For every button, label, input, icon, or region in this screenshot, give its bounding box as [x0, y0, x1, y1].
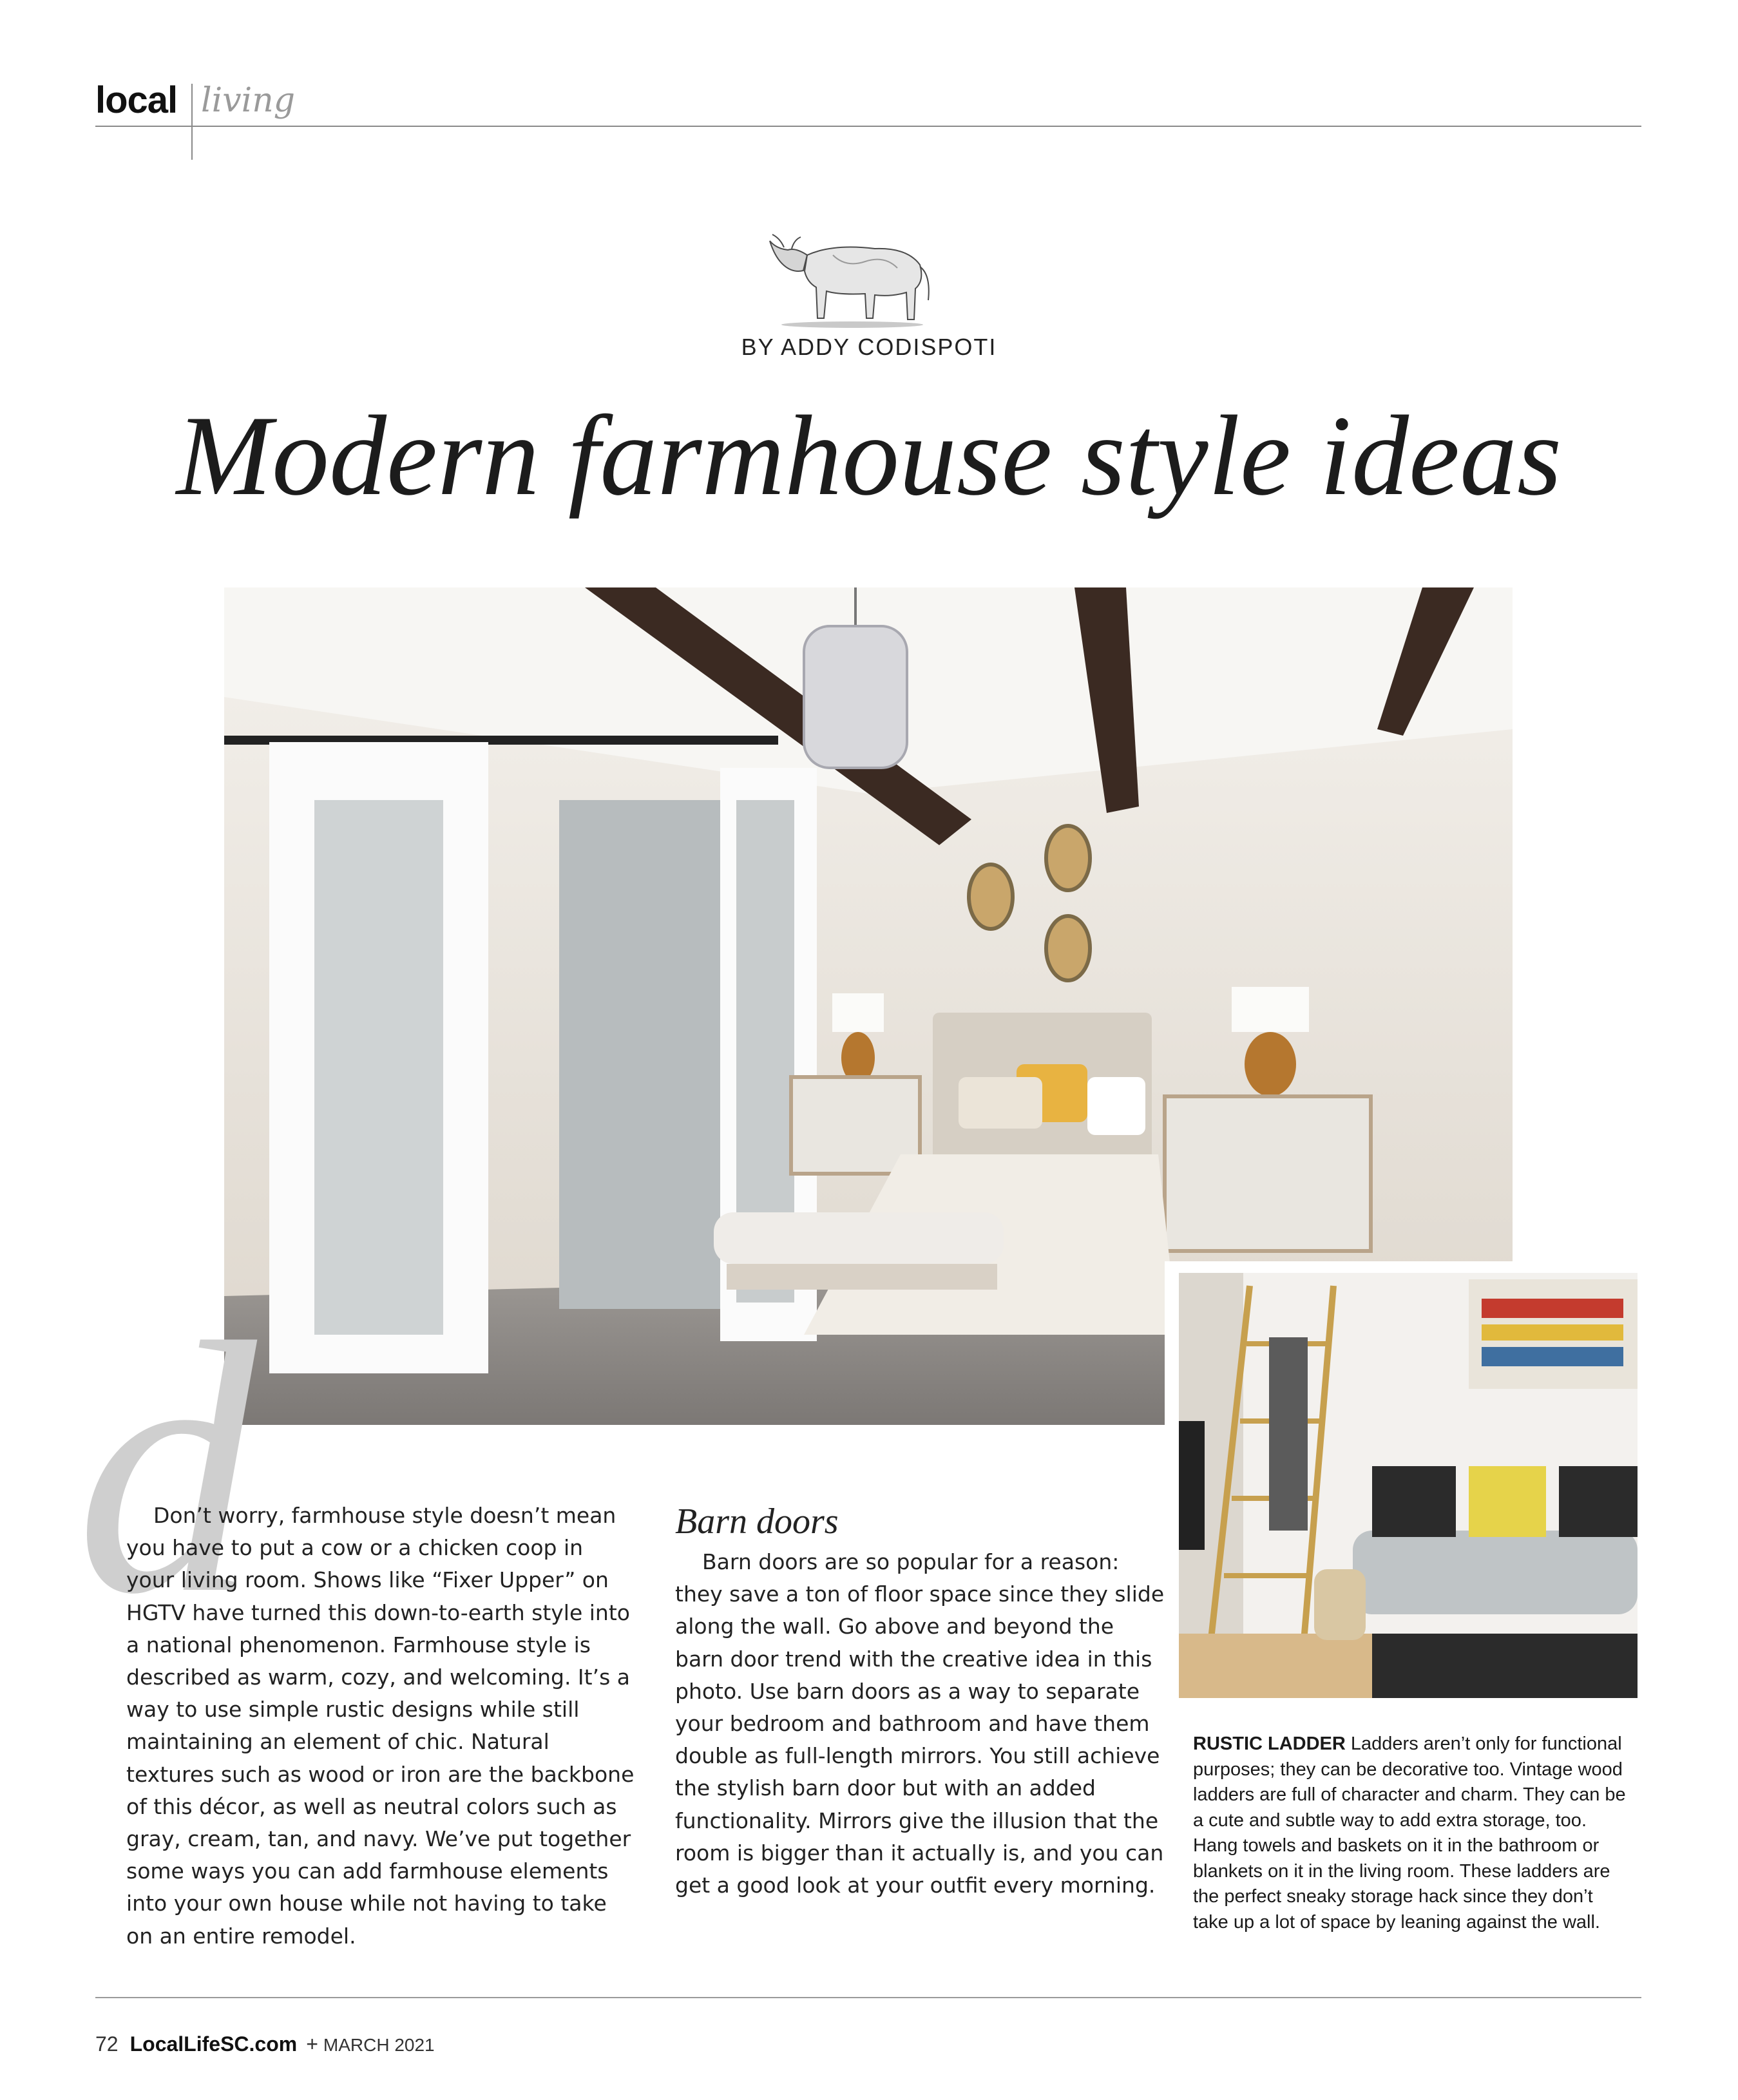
issue-date: MARCH 2021	[323, 2035, 435, 2055]
site-link[interactable]: LocalLifeSC.com	[129, 2032, 298, 2056]
cow-illustration	[762, 210, 942, 329]
caption-lead: RUSTIC LADDER	[1193, 1733, 1346, 1754]
page-footer	[95, 2032, 435, 2056]
drop-cap: d	[76, 1269, 256, 1668]
photo-caption	[1193, 1732, 1631, 1935]
article-title: Modern farmhouse style ideas	[176, 392, 1562, 519]
section-name: living	[201, 81, 296, 120]
footer-rule	[95, 1997, 1641, 1998]
caption-text: Ladders aren’t only for functional purposes; they can be decorative too. Vintage wood ladders are full of character and charm. They can be a cute and subtle way to add extra storage, too. Hang towels and baskets on it in the bathroom or blankets on it in the living room. These ladders are the perfect sneaky storage hack since they don’t take up a lot of space by leaning against the wall.	[1193, 1733, 1626, 1933]
living-room-photo-frame	[1165, 1261, 1648, 1712]
footer-separator: +	[306, 2032, 318, 2056]
header-divider	[191, 84, 193, 160]
page-number: 72	[95, 2032, 119, 2056]
living-room-photo	[1179, 1273, 1638, 1698]
barn-doors-column	[675, 1546, 1165, 1902]
barn-doors-paragraph: Barn doors are so popular for a reason: they save a ton of floor space since they slide along the wall. Go above and beyond the barn door trend with the creative idea in this photo. Use barn doors as a way to separate your bedroom and bathroom and have them double as full-length mirrors. You still achieve the stylish barn door but with an added functionality. Mirrors give the illusion that the room is bigger than it actually is, and you can get a good look at your outfit every morning.	[675, 1549, 1165, 1898]
section-heading: Barn doors	[675, 1502, 839, 1542]
header-rule	[95, 126, 1641, 127]
intro-column	[126, 1500, 635, 1952]
section-brand: local	[95, 79, 178, 121]
intro-paragraph: Don’t worry, farmhouse style doesn’t mean you have to put a cow or a chicken coop in your living room. Shows like “Fixer Upper” on HGTV have turned this down-to-earth style into a national phenomenon. Farmhouse style is described as warm, cozy, and welcoming. It’s a way to use simple rustic designs while still maintaining an element of chic. Natural textures such as wood or iron are the backbone of this décor, as well as neutral colors such as gray, cream, tan, and navy. We’ve put together some ways you can add farmhouse elements into your own house while not having to take on an entire remodel.	[126, 1503, 635, 1949]
byline: BY ADDY CODISPOTI	[741, 334, 997, 360]
